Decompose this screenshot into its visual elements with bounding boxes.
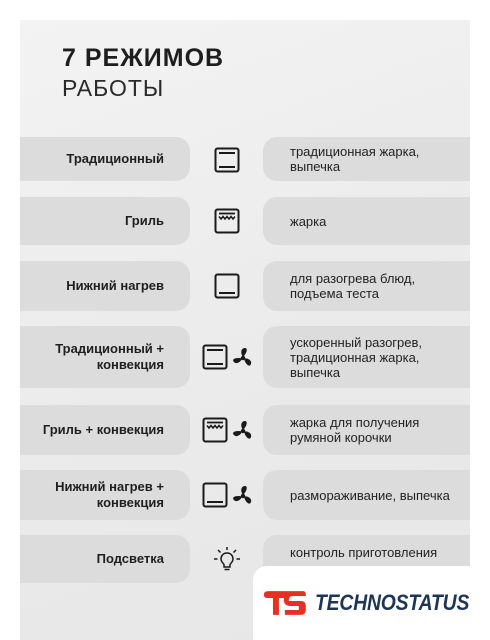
mode-row — [0, 405, 490, 455]
mode-row — [0, 326, 490, 388]
mode-description: жарка для получения румяной корочки — [263, 405, 470, 455]
ts-logo-icon — [263, 588, 307, 618]
mode-description: жарка — [263, 197, 470, 245]
mode-label: Нижний нагрев — [20, 261, 190, 311]
mode-label: Подсветка — [20, 535, 190, 583]
light-bulb-icon — [212, 545, 242, 575]
mode-label: Традиционный — [20, 137, 190, 181]
mode-label: Традиционный + конвекция — [20, 326, 190, 388]
brand-logo — [253, 566, 490, 640]
page-title — [62, 46, 224, 100]
mode-description: для разогрева блюд, подъема теста — [263, 261, 470, 311]
mode-label: Нижний нагрев + конвекция — [20, 470, 190, 520]
oven-bottom-heat-fan-icon — [202, 481, 256, 509]
oven-bottom-heat-icon — [212, 271, 242, 301]
mode-description: размораживание, выпечка — [263, 470, 470, 520]
mode-row — [0, 470, 490, 520]
mode-description: традиционная жарка, выпечка — [263, 137, 470, 181]
mode-row — [0, 261, 490, 311]
brand-name: TECHNOSTATUS — [314, 590, 469, 615]
title-line-2: РАБОТЫ — [62, 75, 165, 101]
mode-label: Гриль — [20, 197, 190, 245]
mode-description: контроль приготовления — [263, 535, 470, 583]
oven-grill-fan-icon — [202, 416, 256, 444]
mode-row — [0, 137, 490, 181]
oven-grill-icon — [212, 206, 242, 236]
mode-label: Гриль + конвекция — [20, 405, 190, 455]
mode-description: ускоренный разогрев, традиционная жарка, выпечка — [263, 326, 470, 388]
oven-top-bottom-fan-icon — [202, 343, 256, 371]
title-line-1: 7 РЕЖИМОВ — [62, 44, 225, 72]
mode-row — [0, 197, 490, 245]
oven-top-bottom-icon — [212, 145, 242, 175]
